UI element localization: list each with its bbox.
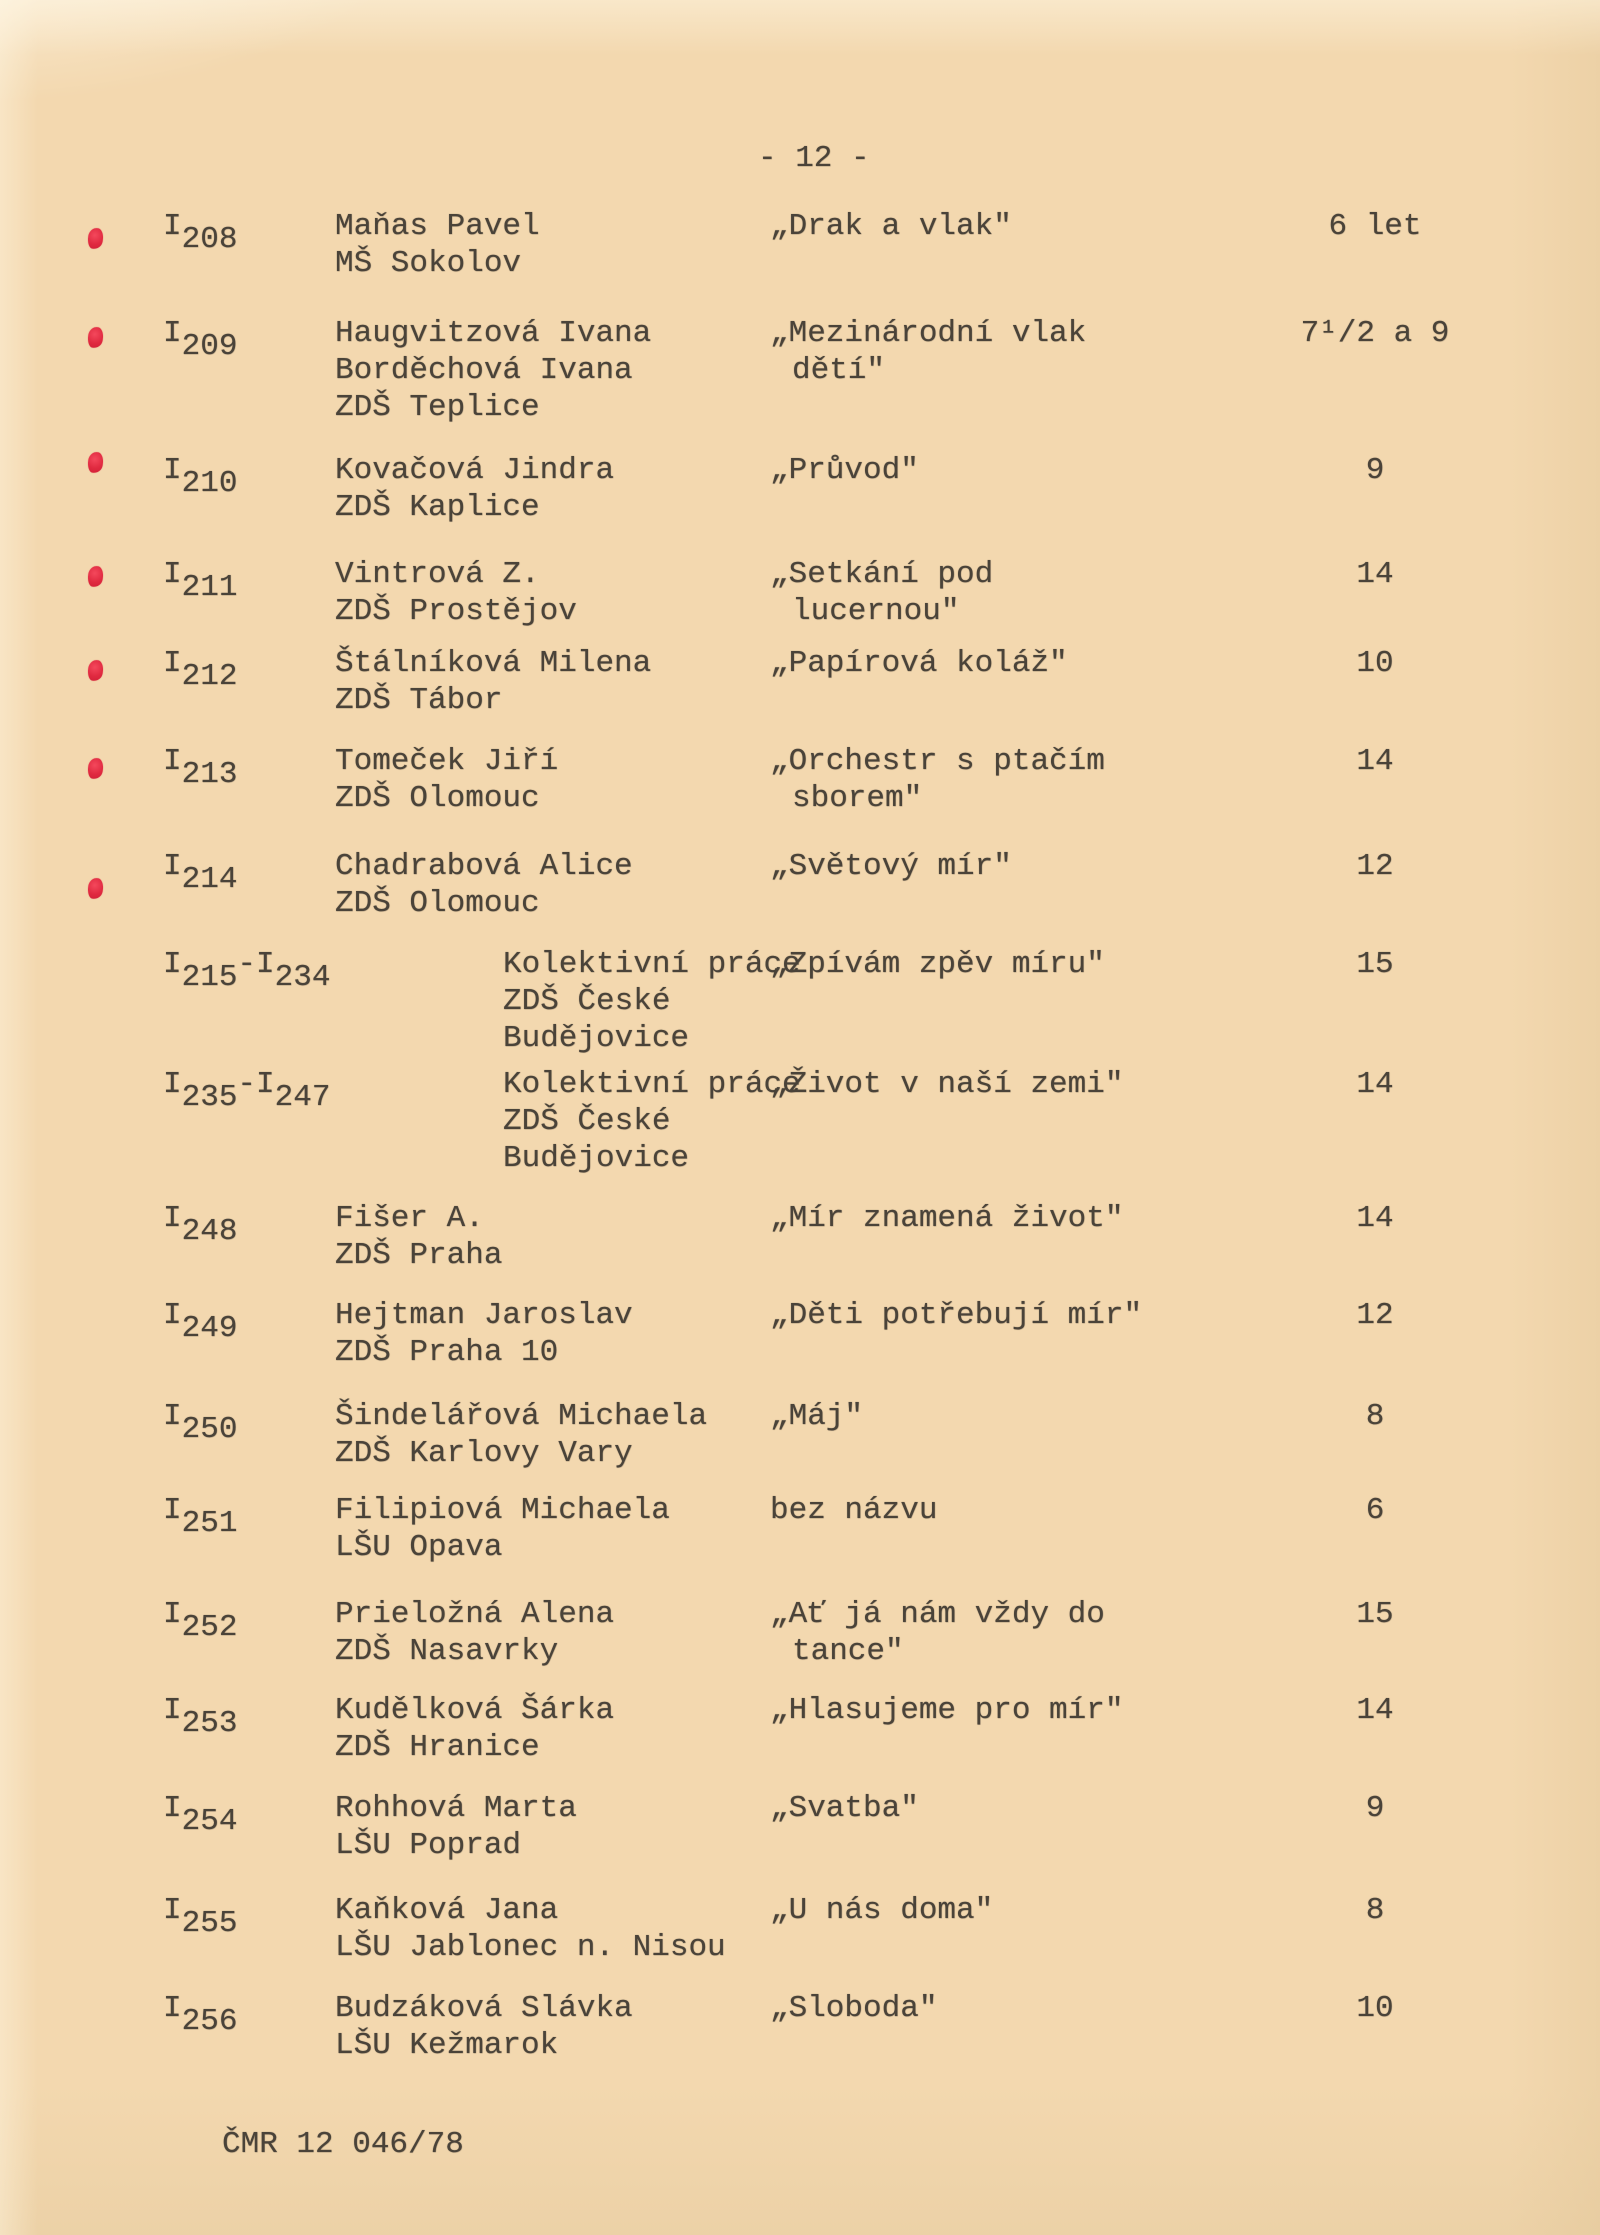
entry-author-school — [335, 743, 558, 817]
entry-index-subscript: 215 — [181, 960, 238, 996]
entry-name-line: Budzáková Slávka — [335, 1991, 633, 2026]
entry-title-line: „Mezinárodní vlak — [770, 316, 1087, 351]
entry-name-line: ZDŠ Olomouc — [335, 886, 540, 921]
entry-index-subscript: 234 — [274, 960, 331, 996]
entry-artwork-title — [770, 1892, 993, 1929]
entry-name-line: Kolektivní práce — [503, 1067, 801, 1102]
entry-name-line: Budějovice — [503, 1021, 690, 1056]
entry-name-line: Haugvitzová Ivana — [335, 316, 652, 351]
entry-index: I255 — [163, 1893, 238, 1942]
entry-age: 12 — [1356, 1298, 1394, 1333]
red-mark-icon — [86, 451, 104, 474]
entry-title-line: dětí" — [792, 353, 886, 388]
entry-name-line: ZDŠ Karlovy Vary — [335, 1436, 633, 1471]
entry-artwork-title — [770, 1990, 937, 2027]
entry-name-line: ZDŠ České — [503, 1104, 671, 1139]
entry-author-school — [335, 645, 651, 719]
entry-index: I250 — [163, 1399, 238, 1448]
entry-name-line: Štálníková Milena — [335, 646, 652, 681]
entry-author-school — [335, 1596, 614, 1670]
entry-index-subscript: 247 — [274, 1080, 331, 1116]
entry-title-line: „Máj" — [770, 1399, 864, 1434]
entry-name-line: LŠU Poprad — [335, 1828, 522, 1863]
entry-artwork-title — [770, 946, 1105, 983]
entry-name-line: ZDŠ Teplice — [335, 390, 540, 425]
entry-age: 14 — [1356, 1693, 1394, 1728]
entry-title-line: „Průvod" — [770, 453, 919, 488]
entry-title-line: bez názvu — [770, 1493, 938, 1528]
entry-age: 14 — [1356, 557, 1394, 592]
entry-name-line: Rohhová Marta — [335, 1791, 577, 1826]
entry-title-line: „Mír znamená život" — [770, 1201, 1124, 1236]
entry-age: 8 — [1365, 1893, 1385, 1928]
entry-title-line: „Hlasujeme pro mír" — [770, 1693, 1124, 1728]
entry-title-line: „Zpívám zpěv míru" — [770, 947, 1105, 982]
entry-index: I210 — [163, 453, 238, 502]
entry-index: I252 — [163, 1597, 238, 1646]
entry-artwork-title — [770, 645, 1068, 682]
entry-artwork-title — [770, 556, 993, 630]
entry-title-line: „Světový mír" — [770, 849, 1012, 884]
entry-artwork-title — [770, 452, 919, 489]
entry-index: I253 — [163, 1693, 238, 1742]
entry-artwork-title — [770, 1790, 919, 1827]
entry-age: 14 — [1356, 744, 1394, 779]
entry-title-line: „U nás doma" — [770, 1893, 994, 1928]
red-mark-icon — [86, 757, 104, 780]
entry-age: 8 — [1365, 1399, 1385, 1434]
red-mark-icon — [86, 565, 104, 588]
entry-index-subscript: 209 — [181, 329, 238, 365]
entry-author-school — [335, 1692, 614, 1766]
entry-index-subscript: 214 — [181, 862, 238, 898]
entry-author-school — [335, 1990, 633, 2064]
entry-index-subscript: 250 — [181, 1412, 238, 1448]
entry-name-line: LŠU Kežmarok — [335, 2028, 559, 2063]
entry-author-school — [335, 1297, 633, 1371]
entry-artwork-title — [770, 1398, 863, 1435]
entry-author-school — [335, 315, 651, 426]
entry-name-line: LŠU Jablonec n. Nisou — [335, 1930, 726, 1965]
entry-artwork-title — [770, 1066, 1123, 1103]
entry-name-line: Kudělková Šárka — [335, 1693, 615, 1728]
entry-index-subscript: 251 — [181, 1506, 238, 1542]
entry-index-subscript: 255 — [181, 1906, 238, 1942]
entry-name-line: ZDŠ Nasavrky — [335, 1634, 559, 1669]
entry-name-line: Kolektivní práce — [503, 947, 801, 982]
entry-name-line: Tomeček Jiří — [335, 744, 559, 779]
entry-index-subscript: 210 — [181, 466, 238, 502]
entry-name-line: ZDŠ Hranice — [335, 1730, 540, 1765]
entry-name-line: ZDŠ České — [503, 984, 671, 1019]
entry-name-line: Kovačová Jindra — [335, 453, 615, 488]
entry-name-line: Filipiová Michaela — [335, 1493, 670, 1528]
entry-name-line: LŠU Opava — [335, 1530, 503, 1565]
entry-index-subscript: 253 — [181, 1706, 238, 1742]
entry-index-subscript: 254 — [181, 1804, 238, 1840]
entry-index: I212 — [163, 646, 238, 695]
entry-title-line: „Ať já nám vždy do — [770, 1597, 1105, 1632]
entry-artwork-title — [770, 315, 1086, 389]
entry-title-line: „Papírová koláž" — [770, 646, 1068, 681]
entry-author-school — [335, 556, 577, 630]
entry-title-line: „Život v naší zemi" — [770, 1067, 1124, 1102]
entry-artwork-title — [770, 1200, 1123, 1237]
entry-name-line: Maňas Pavel — [335, 209, 540, 244]
entry-name-line: Kaňková Jana — [335, 1893, 559, 1928]
entry-author-school — [503, 1066, 801, 1177]
entry-author-school — [335, 1200, 502, 1274]
entry-artwork-title — [770, 1596, 1105, 1670]
entry-artwork-title — [770, 1692, 1123, 1729]
entry-name-line: Chadrabová Alice — [335, 849, 633, 884]
entry-title-line: „Drak a vlak" — [770, 209, 1012, 244]
entry-age: 12 — [1356, 849, 1394, 884]
entry-age: 10 — [1356, 646, 1394, 681]
entry-age: 14 — [1356, 1067, 1394, 1102]
red-mark-icon — [86, 326, 104, 349]
entry-name-line: ZDŠ Praha 10 — [335, 1335, 559, 1370]
entry-author-school — [335, 1492, 670, 1566]
entry-index: I254 — [163, 1791, 238, 1840]
entry-age: 6 let — [1328, 209, 1422, 244]
entry-artwork-title — [770, 743, 1105, 817]
entry-title-line: „Děti potřebují mír" — [770, 1298, 1143, 1333]
red-mark-icon — [86, 227, 104, 250]
entry-title-line: sborem" — [792, 781, 923, 816]
entry-index-subscript: 211 — [181, 570, 238, 606]
entry-artwork-title — [770, 1492, 937, 1529]
entry-index-subscript: 252 — [181, 1610, 238, 1646]
page-number: - 12 - — [758, 141, 870, 176]
entry-title-line: „Setkání pod — [770, 557, 994, 592]
entry-index: I256 — [163, 1991, 238, 2040]
entry-index: I248 — [163, 1201, 238, 1250]
entry-index: I235-I247 — [163, 1067, 331, 1116]
entry-age: 6 — [1365, 1493, 1385, 1528]
entry-index-subscript: 249 — [181, 1311, 238, 1347]
entry-author-school — [335, 1892, 726, 1966]
entry-title-line: lucernou" — [792, 594, 960, 629]
footer-reference: ČMR 12 046/78 — [222, 2127, 464, 2162]
entry-name-line: ZDŠ Kaplice — [335, 490, 540, 525]
entry-index-subscript: 208 — [181, 222, 238, 258]
entry-author-school — [335, 452, 614, 526]
entry-name-line: MŠ Sokolov — [335, 246, 522, 281]
entry-age: 10 — [1356, 1991, 1394, 2026]
entry-index: I209 — [163, 316, 238, 365]
entry-name-line: Budějovice — [503, 1141, 690, 1176]
entry-age: 9 — [1365, 1791, 1385, 1826]
entry-title-line: „Orchestr s ptačím — [770, 744, 1105, 779]
entry-title-line: „Sloboda" — [770, 1991, 938, 2026]
entry-index: I213 — [163, 744, 238, 793]
entry-author-school — [335, 208, 540, 282]
entry-age: 7¹/2 a 9 — [1300, 316, 1450, 351]
entry-index-subscript: 256 — [181, 2004, 238, 2040]
entry-name-line: Borděchová Ivana — [335, 353, 633, 388]
entry-artwork-title — [770, 208, 1012, 245]
entry-title-line: tance" — [792, 1634, 904, 1669]
entry-name-line: Fišer A. — [335, 1201, 484, 1236]
entry-author-school — [335, 1790, 577, 1864]
entry-title-line: „Svatba" — [770, 1791, 919, 1826]
entry-index: I211 — [163, 557, 238, 606]
entry-age: 14 — [1356, 1201, 1394, 1236]
entry-name-line: ZDŠ Prostějov — [335, 594, 577, 629]
entry-artwork-title — [770, 848, 1012, 885]
entry-index-subscript: 212 — [181, 659, 238, 695]
entry-age: 15 — [1356, 1597, 1394, 1632]
entry-author-school — [503, 946, 801, 1057]
entry-name-line: Prieložná Alena — [335, 1597, 615, 1632]
entry-name-line: ZDŠ Praha — [335, 1238, 503, 1273]
entry-index-subscript: 213 — [181, 757, 238, 793]
entry-author-school — [335, 1398, 707, 1472]
entry-index: I251 — [163, 1493, 238, 1542]
entry-name-line: Šindelářová Michaela — [335, 1399, 708, 1434]
entry-age: 15 — [1356, 947, 1394, 982]
entry-name-line: ZDŠ Olomouc — [335, 781, 540, 816]
entry-index: I208 — [163, 209, 238, 258]
entry-index-subscript: 248 — [181, 1214, 238, 1250]
entry-index-subscript: 235 — [181, 1080, 238, 1116]
red-mark-icon — [86, 877, 104, 900]
entry-artwork-title — [770, 1297, 1142, 1334]
entry-index: I215-I234 — [163, 947, 331, 996]
entry-name-line: Hejtman Jaroslav — [335, 1298, 633, 1333]
entry-index: I249 — [163, 1298, 238, 1347]
entry-author-school — [335, 848, 633, 922]
entry-index: I214 — [163, 849, 238, 898]
red-mark-icon — [86, 659, 104, 682]
entry-age: 9 — [1365, 453, 1385, 488]
entry-name-line: ZDŠ Tábor — [335, 683, 503, 718]
entry-name-line: Vintrová Z. — [335, 557, 540, 592]
